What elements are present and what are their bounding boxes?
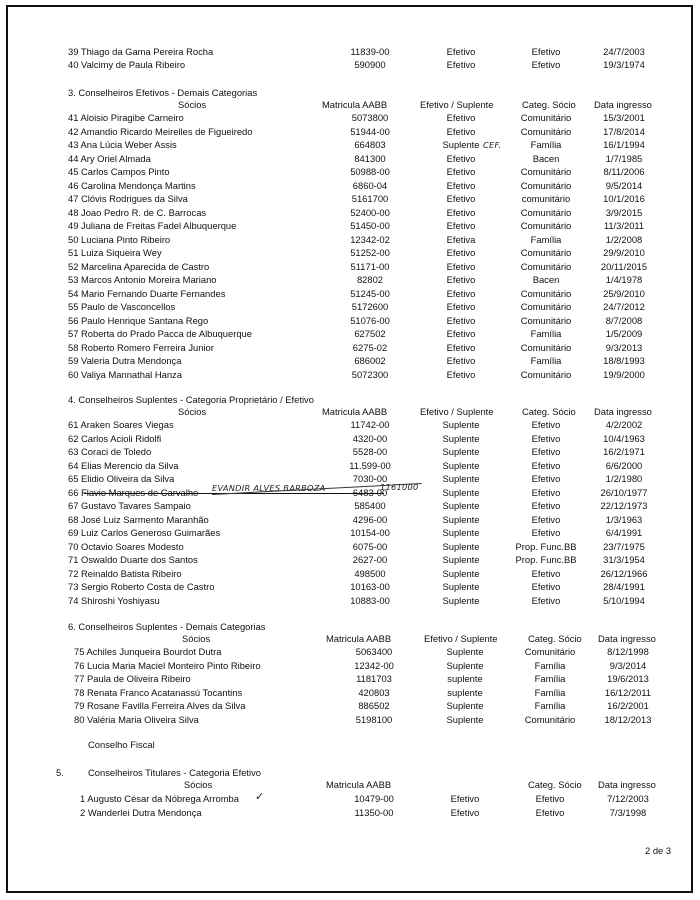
table-row	[0, 659, 700, 672]
member-name: 63 Coraci de Toledo	[68, 446, 152, 457]
table-row	[0, 45, 700, 58]
data-ingresso-value: 8/11/2006	[603, 166, 645, 177]
data-ingresso-value: 18/8/1993	[603, 355, 645, 366]
table-row	[0, 233, 700, 246]
data-ingresso-value: 9/3/2014	[609, 659, 647, 671]
categoria-value: Prop. Func.BB	[515, 554, 577, 565]
efetivo-suplente-value: Efetivo	[450, 793, 480, 804]
data-ingresso-value: 7/3/1998	[609, 806, 647, 818]
matricula-value: 590900	[354, 59, 386, 71]
data-ingresso-value: 1/4/1978	[605, 274, 643, 285]
categoria-value: Efetivo	[531, 486, 561, 498]
data-ingresso-value: 10/1/2016	[603, 193, 645, 204]
matricula-value: 11350-00	[354, 806, 394, 818]
matricula-value: 420803	[358, 686, 390, 698]
data-ingresso-value: 15/3/2001	[603, 112, 645, 123]
data-ingresso-value: 1/2/2008	[605, 233, 643, 245]
efetivo-suplente-value: Suplente	[446, 713, 484, 725]
efetivo-suplente-value: Efetiva	[446, 233, 476, 245]
categoria-value: Efetivo	[531, 432, 561, 444]
data-ingresso-value: 28/4/1991	[603, 581, 645, 592]
data-ingresso-value: 6/6/2000	[605, 459, 643, 471]
data-ingresso-value: 11/3/2011	[603, 220, 645, 231]
matricula-value: 10154-00	[350, 527, 390, 538]
categoria-value: Efetivo	[531, 567, 561, 579]
categoria-value: Família	[534, 659, 566, 671]
categoria-value: Comunitário	[520, 368, 572, 380]
efetivo-suplente-value: Suplente	[442, 527, 480, 538]
member-name: 54 Mario Fernando Duarte Fernandes	[68, 287, 226, 299]
member-name: 56 Paulo Henrique Santana Rego	[68, 314, 209, 326]
data-ingresso-value: 24/7/2012	[603, 301, 645, 312]
categoria-value: Bacen	[532, 152, 560, 164]
member-name: 52 Marcelina Aparecida de Castro	[68, 260, 210, 272]
efetivo-suplente-value: Efetivo	[446, 220, 476, 231]
matricula-value: 7030-00	[352, 473, 388, 484]
member-name: 50 Luciana Pinto Ribeiro	[68, 233, 171, 245]
data-ingresso-value: 1/7/1985	[605, 152, 643, 164]
matricula-value: 51076-00	[350, 314, 390, 326]
efetivo-suplente-value: Suplente	[442, 486, 480, 498]
member-name: 64 Elias Merencio da Silva	[68, 459, 179, 471]
section-4-header	[0, 405, 700, 418]
categoria-value: Comunitário	[520, 301, 572, 312]
col-categ: Categ. Sócio	[528, 779, 582, 790]
matricula-value: 51245-00	[350, 287, 390, 299]
member-name: 53 Marcos Antonio Moreira Mariano	[68, 274, 217, 285]
categoria-value: Efetivo	[531, 500, 561, 511]
table-row	[0, 341, 700, 354]
table-row	[0, 138, 700, 151]
data-ingresso-value: 24/7/2003	[603, 46, 645, 57]
handwritten-replacement-name: EVANDIR ALVES BARBOZA	[212, 482, 326, 493]
table-row	[0, 672, 700, 685]
efetivo-suplente-value: Efetivo	[446, 193, 476, 204]
col-categ: Categ. Sócio	[528, 633, 582, 644]
table-row	[0, 125, 700, 138]
section-5-number: 5.	[56, 767, 64, 778]
member-name: 65 Elidio Oliveira da Silva	[68, 473, 175, 484]
categoria-value: Efetivo	[535, 793, 565, 804]
matricula-value: 1181703	[356, 673, 392, 684]
data-ingresso-value: 19/6/2013	[607, 673, 649, 684]
matricula-value: 5063400	[355, 646, 393, 657]
matricula-value: 10163-00	[350, 581, 390, 592]
efetivo-suplente-value: Efetivo	[446, 260, 476, 272]
categoria-value: Família	[534, 686, 566, 698]
member-name: 80 Valéria Maria Oliveira Silva	[74, 713, 199, 725]
categoria-value: Comunitário	[524, 646, 576, 657]
categoria-value: Comunitário	[520, 166, 572, 177]
efetivo-suplente-value: Efetivo	[446, 368, 476, 380]
table-row	[0, 580, 700, 593]
categoria-value: Comunitário	[520, 206, 572, 218]
efetivo-suplente-value: Suplente	[442, 139, 480, 150]
efetivo-suplente-value: Suplente	[442, 419, 480, 430]
member-name: 42 Amandio Ricardo Meirelles de Figueiredo	[68, 125, 253, 137]
data-ingresso-value: 4/2/2002	[605, 419, 643, 430]
matricula-value: 52400-00	[350, 206, 390, 218]
data-ingresso-value: 9/3/2013	[605, 341, 643, 353]
col-data: Data ingresso	[594, 99, 652, 110]
member-name: 78 Renata Franco Acatanassú Tocantins	[74, 686, 243, 698]
categoria-value: Efetivo	[531, 59, 561, 71]
col-matricula: Matricula AABB	[326, 779, 392, 790]
table-row	[0, 314, 700, 327]
table-row	[0, 354, 700, 367]
matricula-value: 6483-00	[352, 486, 388, 498]
table-row	[0, 567, 700, 580]
data-ingresso-value: 10/4/1963	[603, 432, 645, 444]
matricula-value: 11.599-00	[349, 459, 391, 471]
col-data: Data ingresso	[598, 633, 656, 644]
efetivo-suplente-value: Efetivo	[446, 341, 476, 353]
data-ingresso-value: 25/9/2010	[603, 287, 645, 299]
member-name: 40 Valcimy de Paula Ribeiro	[68, 59, 186, 71]
handwritten-replacement-matricula: 1161000	[380, 481, 419, 492]
data-ingresso-value: 3/9/2015	[605, 206, 643, 218]
table-row	[0, 368, 700, 381]
col-categ: Categ. Sócio	[522, 99, 576, 110]
matricula-value: 6275-02	[352, 341, 388, 353]
matricula-value: 51171-00	[350, 260, 390, 272]
table-row	[0, 713, 700, 726]
categoria-value: Efetivo	[531, 473, 561, 484]
data-ingresso-value: 16/2/1971	[603, 446, 645, 457]
member-name: 74 Shiroshi Yoshiyasu	[68, 594, 160, 606]
matricula-value: 4320-00	[352, 432, 388, 444]
table-row	[0, 192, 700, 205]
data-ingresso-value: 16/1/1994	[603, 139, 645, 150]
conselho-fiscal-title: Conselho Fiscal	[88, 739, 155, 750]
col-efetivo-suplente: Efetivo / Suplente	[420, 406, 494, 417]
section-6-header	[0, 632, 700, 645]
categoria-value: Comunitário	[520, 341, 572, 353]
matricula-value: 686002	[354, 355, 386, 366]
member-name: 76 Lucia Maria Maciel Monteiro Pinto Ribeiro	[74, 659, 261, 671]
col-matricula: Matricula AABB	[322, 99, 388, 110]
member-name: 44 Ary Oriel Almada	[68, 152, 151, 164]
efetivo-suplente-value: Suplente	[442, 513, 480, 525]
section-4-title: 4. Conselheiros Suplentes - Categoria Proprietário / Efetivo	[68, 394, 314, 405]
data-ingresso-value: 29/9/2010	[603, 247, 645, 258]
member-name: 46 Carolina Mendonça Martins	[68, 179, 196, 191]
categoria-value: Família	[530, 233, 562, 245]
data-ingresso-value: 8/12/1998	[607, 646, 649, 657]
categoria-value: Comunitário	[520, 247, 572, 258]
table-row	[0, 300, 700, 313]
table-row	[0, 686, 700, 699]
table-row	[0, 526, 700, 539]
efetivo-suplente-value: Suplente	[442, 540, 480, 552]
member-name: 66 Flavio Marques de Carvalho	[68, 486, 199, 498]
matricula-value: 5161700	[351, 193, 389, 204]
data-ingresso-value: 31/3/1954	[603, 554, 645, 565]
data-ingresso-value: 22/12/1973	[600, 500, 648, 511]
handwritten-note-row-43: CEF.	[483, 140, 502, 150]
member-name: 71 Oswaldo Duarte dos Santos	[68, 554, 198, 565]
table-row	[0, 792, 700, 805]
efetivo-suplente-value: Efetivo	[446, 247, 476, 258]
efetivo-suplente-value: Suplente	[442, 581, 480, 592]
data-ingresso-value: 6/4/1991	[605, 527, 643, 538]
efetivo-suplente-value: Efetivo	[446, 355, 476, 366]
categoria-value: Comunitário	[520, 314, 572, 326]
data-ingresso-value: 26/10/1977	[600, 486, 648, 498]
categoria-value: Família	[530, 139, 562, 150]
member-name: 39 Thiago da Gama Pereira Rocha	[68, 46, 214, 57]
data-ingresso-value: 16/12/2011	[604, 686, 652, 698]
matricula-value: 10479-00	[354, 793, 394, 804]
matricula-value: 664803	[354, 139, 386, 150]
categoria-value: Efetivo	[531, 513, 561, 525]
efetivo-suplente-value: Suplente	[446, 659, 484, 671]
categoria-value: Comunitário	[520, 179, 572, 191]
efetivo-suplente-value: Efetivo	[446, 125, 476, 137]
efetivo-suplente-value: Efetivo	[446, 314, 476, 326]
efetivo-suplente-value: Efetivo	[446, 328, 476, 339]
table-row	[0, 287, 700, 300]
member-name: 61 Araken Soares Viegas	[68, 419, 174, 430]
col-data: Data ingresso	[594, 406, 652, 417]
matricula-value: 12342-02	[350, 233, 390, 245]
table-row	[0, 540, 700, 553]
categoria-value: Comunitário	[520, 125, 572, 137]
member-name: 43 Ana Lúcia Weber Assis	[68, 139, 177, 150]
table-row	[0, 165, 700, 178]
table-row	[0, 219, 700, 232]
categoria-value: comunitário	[521, 193, 571, 204]
categoria-value: Bacen	[532, 274, 560, 285]
section-5-title: Conselheiros Titulares - Categoria Efetivo	[88, 767, 261, 778]
col-socios: Sócios	[178, 99, 207, 110]
matricula-value: 51450-00	[350, 220, 390, 231]
member-name: 47 Clóvis Rodrigues da Silva	[68, 193, 188, 204]
data-ingresso-value: 20/11/2015	[600, 260, 648, 272]
table-row	[0, 273, 700, 286]
member-name: 41 Aloisio Piragibe Carneiro	[68, 112, 184, 123]
matricula-value: 5172600	[351, 301, 389, 312]
efetivo-suplente-value: suplente	[447, 673, 483, 684]
categoria-value: Família	[534, 673, 566, 684]
categoria-value: Prop. Func.BB	[515, 540, 577, 552]
table-row	[0, 445, 700, 458]
matricula-value: 5198100	[355, 713, 393, 725]
categoria-value: Efetivo	[531, 46, 561, 57]
col-socios: Sócios	[182, 633, 211, 644]
col-socios: Sócios	[184, 779, 213, 790]
efetivo-suplente-value: Suplente	[442, 459, 480, 471]
table-row	[0, 179, 700, 192]
data-ingresso-value: 19/3/1974	[603, 59, 645, 71]
data-ingresso-value: 23/7/1975	[603, 540, 645, 552]
categoria-value: Família	[530, 328, 562, 339]
efetivo-suplente-value: Suplente	[446, 700, 484, 711]
matricula-value: 50988-00	[350, 166, 390, 177]
efetivo-suplente-value: Suplente	[442, 594, 480, 606]
matricula-value: 585400	[354, 500, 386, 511]
check-mark-icon: ✓	[255, 790, 265, 803]
categoria-value: Família	[530, 355, 562, 366]
efetivo-suplente-value: Suplente	[442, 500, 480, 511]
matricula-value: 6860-04	[352, 179, 388, 191]
efetivo-suplente-value: Efetivo	[446, 301, 476, 312]
matricula-value: 51944-00	[350, 125, 390, 137]
table-row	[0, 499, 700, 512]
table-row	[0, 806, 700, 819]
col-data: Data ingresso	[598, 779, 656, 790]
col-matricula: Matricula AABB	[326, 633, 392, 644]
efetivo-suplente-value: Suplente	[442, 473, 480, 484]
data-ingresso-value: 7/12/2003	[607, 793, 649, 804]
member-name: 59 Valeria Dutra Mendonça	[68, 355, 182, 366]
data-ingresso-value: 17/8/2014	[603, 125, 645, 137]
member-name: 1 Augusto César da Nóbrega Arromba	[80, 793, 239, 804]
categoria-value: Efetivo	[531, 581, 561, 592]
member-name: 73 Sergio Roberto Costa de Castro	[68, 581, 215, 592]
data-ingresso-value: 1/5/2009	[605, 328, 643, 339]
categoria-value: Efetivo	[531, 446, 561, 457]
table-row	[0, 645, 700, 658]
col-efetivo-suplente: Efetivo / Suplente	[420, 99, 494, 110]
data-ingresso-value: 18/12/2013	[604, 713, 652, 725]
table-row	[0, 58, 700, 71]
member-name: 69 Luiz Carlos Generoso Guimarães	[68, 527, 221, 538]
member-name: 51 Luiza Siqueira Wey	[68, 247, 162, 258]
efetivo-suplente-value: suplente	[447, 686, 483, 698]
member-name: 49 Juliana de Freitas Fadel Albuquerque	[68, 220, 237, 231]
col-categ: Categ. Sócio	[522, 406, 576, 417]
categoria-value: Efetivo	[531, 527, 561, 538]
table-row	[0, 152, 700, 165]
data-ingresso-value: 5/10/1994	[603, 594, 645, 606]
member-name: 2 Wanderlei Dutra Mendonça	[80, 806, 202, 818]
efetivo-suplente-value: Suplente	[442, 554, 480, 565]
section-3-title: 3. Conselheiros Efetivos - Demais Categorias	[68, 87, 258, 98]
member-name: 77 Paula de Oliveira Ribeiro	[74, 673, 191, 684]
categoria-value: Efetivo	[531, 594, 561, 606]
table-row	[0, 111, 700, 124]
member-name: 79 Rosane Favilla Ferreira Alves da Silva	[74, 700, 246, 711]
efetivo-suplente-value: Efetivo	[446, 166, 476, 177]
member-name: 58 Roberto Romero Ferreira Junior	[68, 341, 214, 353]
efetivo-suplente-value: Efetivo	[446, 59, 476, 71]
data-ingresso-value: 1/3/1963	[605, 513, 643, 525]
categoria-value: Comunitário	[520, 260, 572, 272]
efetivo-suplente-value: Efetivo	[446, 46, 476, 57]
categoria-value: Comunitário	[520, 220, 572, 231]
member-name: 57 Roberta do Prado Pacca de Albuquerque	[68, 328, 252, 339]
matricula-value: 11839-00	[350, 46, 390, 57]
efetivo-suplente-value: Efetivo	[450, 806, 480, 818]
data-ingresso-value: 19/9/2000	[603, 368, 645, 380]
matricula-value: 11742-00	[350, 419, 390, 430]
member-name: 60 Valiya Mannathal Hanza	[68, 368, 182, 380]
matricula-value: 2627-00	[352, 554, 388, 565]
section-5-header	[0, 778, 700, 791]
efetivo-suplente-value: Suplente	[442, 567, 480, 579]
efetivo-suplente-value: Efetivo	[446, 274, 476, 285]
member-name: 55 Paulo de Vasconcellos	[68, 301, 176, 312]
categoria-value: Comunitário	[524, 713, 576, 725]
table-row	[0, 260, 700, 273]
categoria-value: Família	[534, 700, 566, 711]
table-row	[0, 699, 700, 712]
efetivo-suplente-value: Efetivo	[446, 206, 476, 218]
matricula-value: 82802	[356, 274, 384, 285]
table-row	[0, 327, 700, 340]
table-row	[0, 513, 700, 526]
matricula-value: 5073800	[351, 112, 389, 123]
categoria-value: Comunitário	[520, 287, 572, 299]
matricula-value: 5528-00	[352, 446, 388, 457]
table-row	[0, 418, 700, 431]
matricula-value: 841300	[354, 152, 386, 164]
matricula-value: 51252-00	[350, 247, 390, 258]
categoria-value: Efetivo	[535, 806, 565, 818]
data-ingresso-value: 8/7/2008	[605, 314, 643, 326]
member-name: 68 José Luiz Sarmento Maranhão	[68, 513, 209, 525]
table-row	[0, 246, 700, 259]
section-3-header	[0, 98, 700, 111]
efetivo-suplente-value: Suplente	[446, 646, 484, 657]
table-row	[0, 594, 700, 607]
efetivo-suplente-value: Efetivo	[446, 179, 476, 191]
matricula-value: 12342-00	[354, 659, 394, 671]
table-row	[0, 472, 700, 485]
col-efetivo-suplente: Efetivo / Suplente	[424, 633, 498, 644]
data-ingresso-value: 9/5/2014	[605, 179, 643, 191]
section-6-title: 6. Conselheiros Suplentes - Demais Categorias	[68, 621, 266, 632]
member-name: 72 Reinaldo Batista Ribeiro	[68, 567, 182, 579]
member-name: 48 Joao Pedro R. de C. Barrocas	[68, 206, 207, 218]
efetivo-suplente-value: Efetivo	[446, 287, 476, 299]
categoria-value: Efetivo	[531, 419, 561, 430]
table-row	[0, 459, 700, 472]
table-row	[0, 432, 700, 445]
matricula-value: 6075-00	[352, 540, 388, 552]
matricula-value: 10883-00	[350, 594, 390, 606]
categoria-value: Efetivo	[531, 459, 561, 471]
col-socios: Sócios	[178, 406, 207, 417]
data-ingresso-value: 16/2/2001	[607, 700, 649, 711]
table-row	[0, 206, 700, 219]
member-name: 67 Gustavo Tavares Sampaio	[68, 500, 191, 511]
member-name: 62 Carlos Acioli Ridolfi	[68, 432, 162, 444]
efetivo-suplente-value: Suplente	[442, 446, 480, 457]
page-number: 2 de 3	[645, 845, 672, 856]
data-ingresso-value: 1/2/1980	[605, 473, 643, 484]
matricula-value: 627502	[354, 328, 386, 339]
data-ingresso-value: 26/12/1966	[600, 567, 648, 579]
matricula-value: 498500	[354, 567, 386, 579]
efetivo-suplente-value: Suplente	[442, 432, 480, 444]
efetivo-suplente-value: Efetivo	[446, 152, 476, 164]
member-name: 70 Octavio Soares Modesto	[68, 540, 184, 552]
member-name: 45 Carlos Campos Pinto	[68, 166, 170, 177]
col-matricula: Matricula AABB	[322, 406, 388, 417]
matricula-value: 886502	[358, 700, 390, 711]
table-row	[0, 553, 700, 566]
matricula-value: 5072300	[351, 368, 389, 380]
categoria-value: Comunitário	[520, 112, 572, 123]
matricula-value: 4296-00	[352, 513, 388, 525]
efetivo-suplente-value: Efetivo	[446, 112, 476, 123]
member-name: 75 Achiles Junqueira Bourdot Dutra	[74, 646, 222, 657]
